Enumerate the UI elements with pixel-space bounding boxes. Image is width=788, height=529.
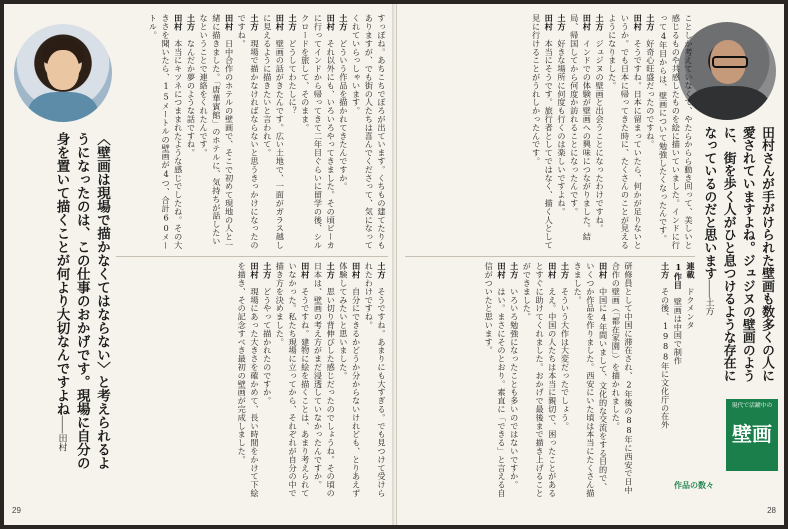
dialogue-paragraph: [299, 14, 337, 250]
paragraph-text: どういう作品を描かれてきたんですか。: [338, 39, 349, 191]
speaker-label: 田村: [598, 262, 609, 288]
speaker-label: 土方: [645, 14, 656, 40]
paragraph-text: そうですね。建物に絵を描くことは、あまり考えられていなかった。私たち現場に立ってから、それぞれが自分の中で描き方を決めました。: [275, 262, 311, 498]
dialogue-paragraph: [593, 14, 606, 250]
sidebar-note: [659, 262, 672, 498]
paragraph-text: どうしてわたしに？: [288, 39, 299, 115]
paragraph-text: ジュジヌの壁画と出会うことになったわけですね。: [595, 39, 606, 233]
right-column-divider: [405, 256, 695, 257]
dialogue-paragraph: [350, 14, 388, 250]
speaker-label: 土方: [338, 14, 349, 40]
speaker-label: 田村: [544, 14, 555, 40]
sidebar-note-text: その後、1988年に文化庁の在外: [660, 287, 671, 429]
left-pull-quote: 〈壁画は現場で描かなくてはならない〉と考えられるようになったのは、この仕事のおかげです。現場に自分の身を置いて描くことが何より大切なんですよね――田村: [53, 132, 110, 470]
speaker-label: 土方: [262, 262, 273, 288]
speaker-label: 田村: [173, 14, 184, 40]
speaker-label: 田村: [300, 262, 311, 288]
dialogue-paragraph: [312, 262, 337, 498]
dialogue-paragraph: [521, 262, 559, 498]
paragraph-text: 本当にそうです。旅行者としてではなく、描く人として見に行けることがうれしかったんです。: [531, 14, 555, 250]
dialogue-paragraph: [483, 262, 508, 498]
sidebar-note-label: 土方: [660, 262, 671, 288]
section-badge: 現代で活躍中の 壁画: [726, 399, 778, 471]
section-heading: 作品の数々: [674, 481, 714, 490]
speaker-label: 田村: [633, 14, 644, 40]
dialogue-paragraph: [559, 262, 572, 498]
paragraph-text: 壁画の話がきたんです。広い土地で、一面がガラス越しに見えるように描きたいと言われて。: [262, 14, 286, 250]
left-column-divider: [116, 256, 388, 257]
sidebar-note-label: 1作目: [673, 262, 684, 298]
speaker-label: 土方: [377, 262, 387, 288]
paragraph-text: そうですね。あまりにも大すぎる。でも見つけて受けられたわけですね。: [364, 262, 387, 498]
paragraph-text: 好奇心旺盛だったのですね。: [645, 39, 656, 149]
paragraph-text: いろいろ勉強になったことも多いのではないですか。: [509, 287, 520, 489]
dialogue-paragraph: [644, 14, 657, 250]
dialogue-paragraph: [261, 262, 274, 498]
speaker-label: 田村: [326, 14, 337, 40]
paragraph-text: ことしか考えていなくて、やたらからら動き回って、美しいと感じるものや共感したものを絵に描いていました。インドに行って4年目からは、壁画について勉強したくなったんです。: [658, 14, 694, 250]
portrait-tamura: [14, 24, 112, 122]
dialogue-paragraph: [185, 14, 198, 250]
sidebar-note-text: 壁画は中国で制作: [673, 297, 684, 365]
left-column-bottom: [116, 262, 388, 498]
sidebar-note-label: 連載: [686, 262, 696, 288]
speaker-label: 田村: [275, 14, 286, 40]
speaker-label: 土方: [509, 262, 520, 288]
dialogue-paragraph: [530, 14, 555, 250]
speaker-label: 田村: [224, 14, 235, 40]
paragraph-text: ええ。中国の人たちは本当に親切で、困ったことがあるとすぐに助けてくれました。おかげで最後まで描き上げることができました。: [522, 262, 558, 498]
right-pull-quote: 田村さんが手がけられた壁画も数多くの人に愛されていますよね。ジュジヌの壁画のように、街を歩く人がひと息つけるような存在になっているのだと思います――土方: [701, 126, 774, 382]
speaker-label: 田村: [547, 262, 558, 288]
paragraph-text: はい。まさにそのとおり。素直に「できる」と言える自信がついたと思います。: [484, 262, 507, 498]
dialogue-paragraph: [571, 262, 609, 498]
dialogue-paragraph: [657, 14, 695, 250]
speaker-label: 土方: [186, 14, 197, 40]
paragraph-text: 好きな場所に何度も行くのは楽しいですよね。: [556, 39, 567, 216]
paragraph-text: 日中合作のホテルの壁画で、そこで初めて現地の人と一緒に描きました。「唐華賓館」のホテルに、気持ちが話したいなということで連絡をくれたんです。: [199, 14, 235, 250]
left-page: [4, 4, 397, 525]
right-page: [397, 4, 784, 525]
speaker-label: 田村: [351, 262, 362, 288]
dialogue-paragraph: [147, 14, 185, 250]
dialogue-paragraph: [606, 14, 644, 250]
paragraph-text: すっぽね。あちこちでぼろが出ています。くちもの建てたりもありますが、でも街の人たちは喜んでくださって、気になってくれていらっしゃいます。: [351, 14, 387, 250]
dialogue-paragraph: [236, 14, 261, 250]
paragraph-text: 自分にできるかどうか分からないけれども、とりあえず体験してみたいと思いました。: [338, 262, 362, 498]
speaker-label: 土方: [556, 14, 567, 40]
right-column-top: [405, 14, 695, 250]
paragraph-text: 思い切り背伸びした感じだったのでしょうね。その頃の日本は、壁画の考え方がまだ浸透していなかったんですか。: [313, 262, 337, 498]
dialogue-paragraph: [555, 14, 568, 250]
dialogue-paragraph: [363, 262, 388, 498]
dialogue-paragraph: [337, 14, 350, 250]
paragraph-text: そういう大作は大変だったでしょう。: [560, 287, 571, 431]
paragraph-text: 本当にキツネにつままれたような感じでしたね。その大きさを聞いたら、15メートルの壁画が4つ、合計60メートル。: [148, 14, 184, 250]
dialogue-paragraph: [568, 14, 593, 250]
speaker-label: 土方: [595, 14, 606, 40]
dialogue-paragraph: [286, 14, 299, 250]
dialogue-paragraph: [337, 262, 362, 498]
paragraph-text: 中国に4年間いまして、文化的な交流をする目的で、いくつか作品を作りました。西安にいた頃は本当にたくさん描きました。: [573, 262, 609, 498]
paragraph-text: 現場にあった大きさを確かめて、長い時間をかけて下絵を描き、その記念すべき最初の壁画が完成しました。: [237, 262, 260, 498]
paragraph-text: それ以外にも、いろいろやってきました。その頃ビーカに行ってインドから帰ってきて二年目ぐらいに留学の後、シルクロードを旅して、そのまま。: [300, 14, 337, 250]
sidebar-note: [672, 262, 685, 498]
sidebar-note-text: ドクメンタ: [686, 287, 696, 330]
paragraph-text: 現場で描かなければならないと思うきっかけになったのですね。: [237, 14, 260, 250]
right-column-bottom: [405, 262, 635, 498]
speaker-label: 土方: [326, 262, 337, 288]
right-page-number: 28: [767, 506, 776, 515]
paragraph-text: 研修員として中国に滞在され、2年後の88年に西安で日中合作の壁画（「都在家園」）を描かれました。: [611, 262, 634, 495]
dialogue-paragraph: [236, 262, 261, 498]
dialogue-paragraph: [610, 262, 635, 498]
dialogue-paragraph: [197, 14, 235, 250]
dialogue-paragraph: [508, 262, 521, 498]
speaker-label: 土方: [560, 262, 571, 288]
paragraph-text: なんだか夢のような話ですね。: [186, 39, 197, 157]
paragraph-text: どうやって描かれたのですか。: [262, 287, 273, 405]
speaker-label: 田村: [496, 262, 507, 288]
left-page-number: 29: [12, 506, 21, 515]
dialogue-paragraph: [261, 14, 286, 250]
sidebar-note: [684, 262, 697, 498]
dialogue-paragraph: [274, 262, 312, 498]
speaker-label: 田村: [249, 262, 260, 288]
left-column-top: [116, 14, 388, 250]
right-sidebar-notes: [637, 262, 697, 498]
speaker-label: 土方: [288, 14, 299, 40]
speaker-label: 田村: [582, 14, 593, 40]
paragraph-text: そうですね。日本に留まっていたら、何かが足りないというか。でも日本に帰ってきた時に、たくさんのことが見えるようになりました。: [607, 14, 644, 250]
speaker-label: 土方: [249, 14, 260, 40]
paragraph-text: インドでの体験が壁画への興味につながりました。結局、帰国してから何度か訪れることになったんです。: [569, 14, 593, 241]
